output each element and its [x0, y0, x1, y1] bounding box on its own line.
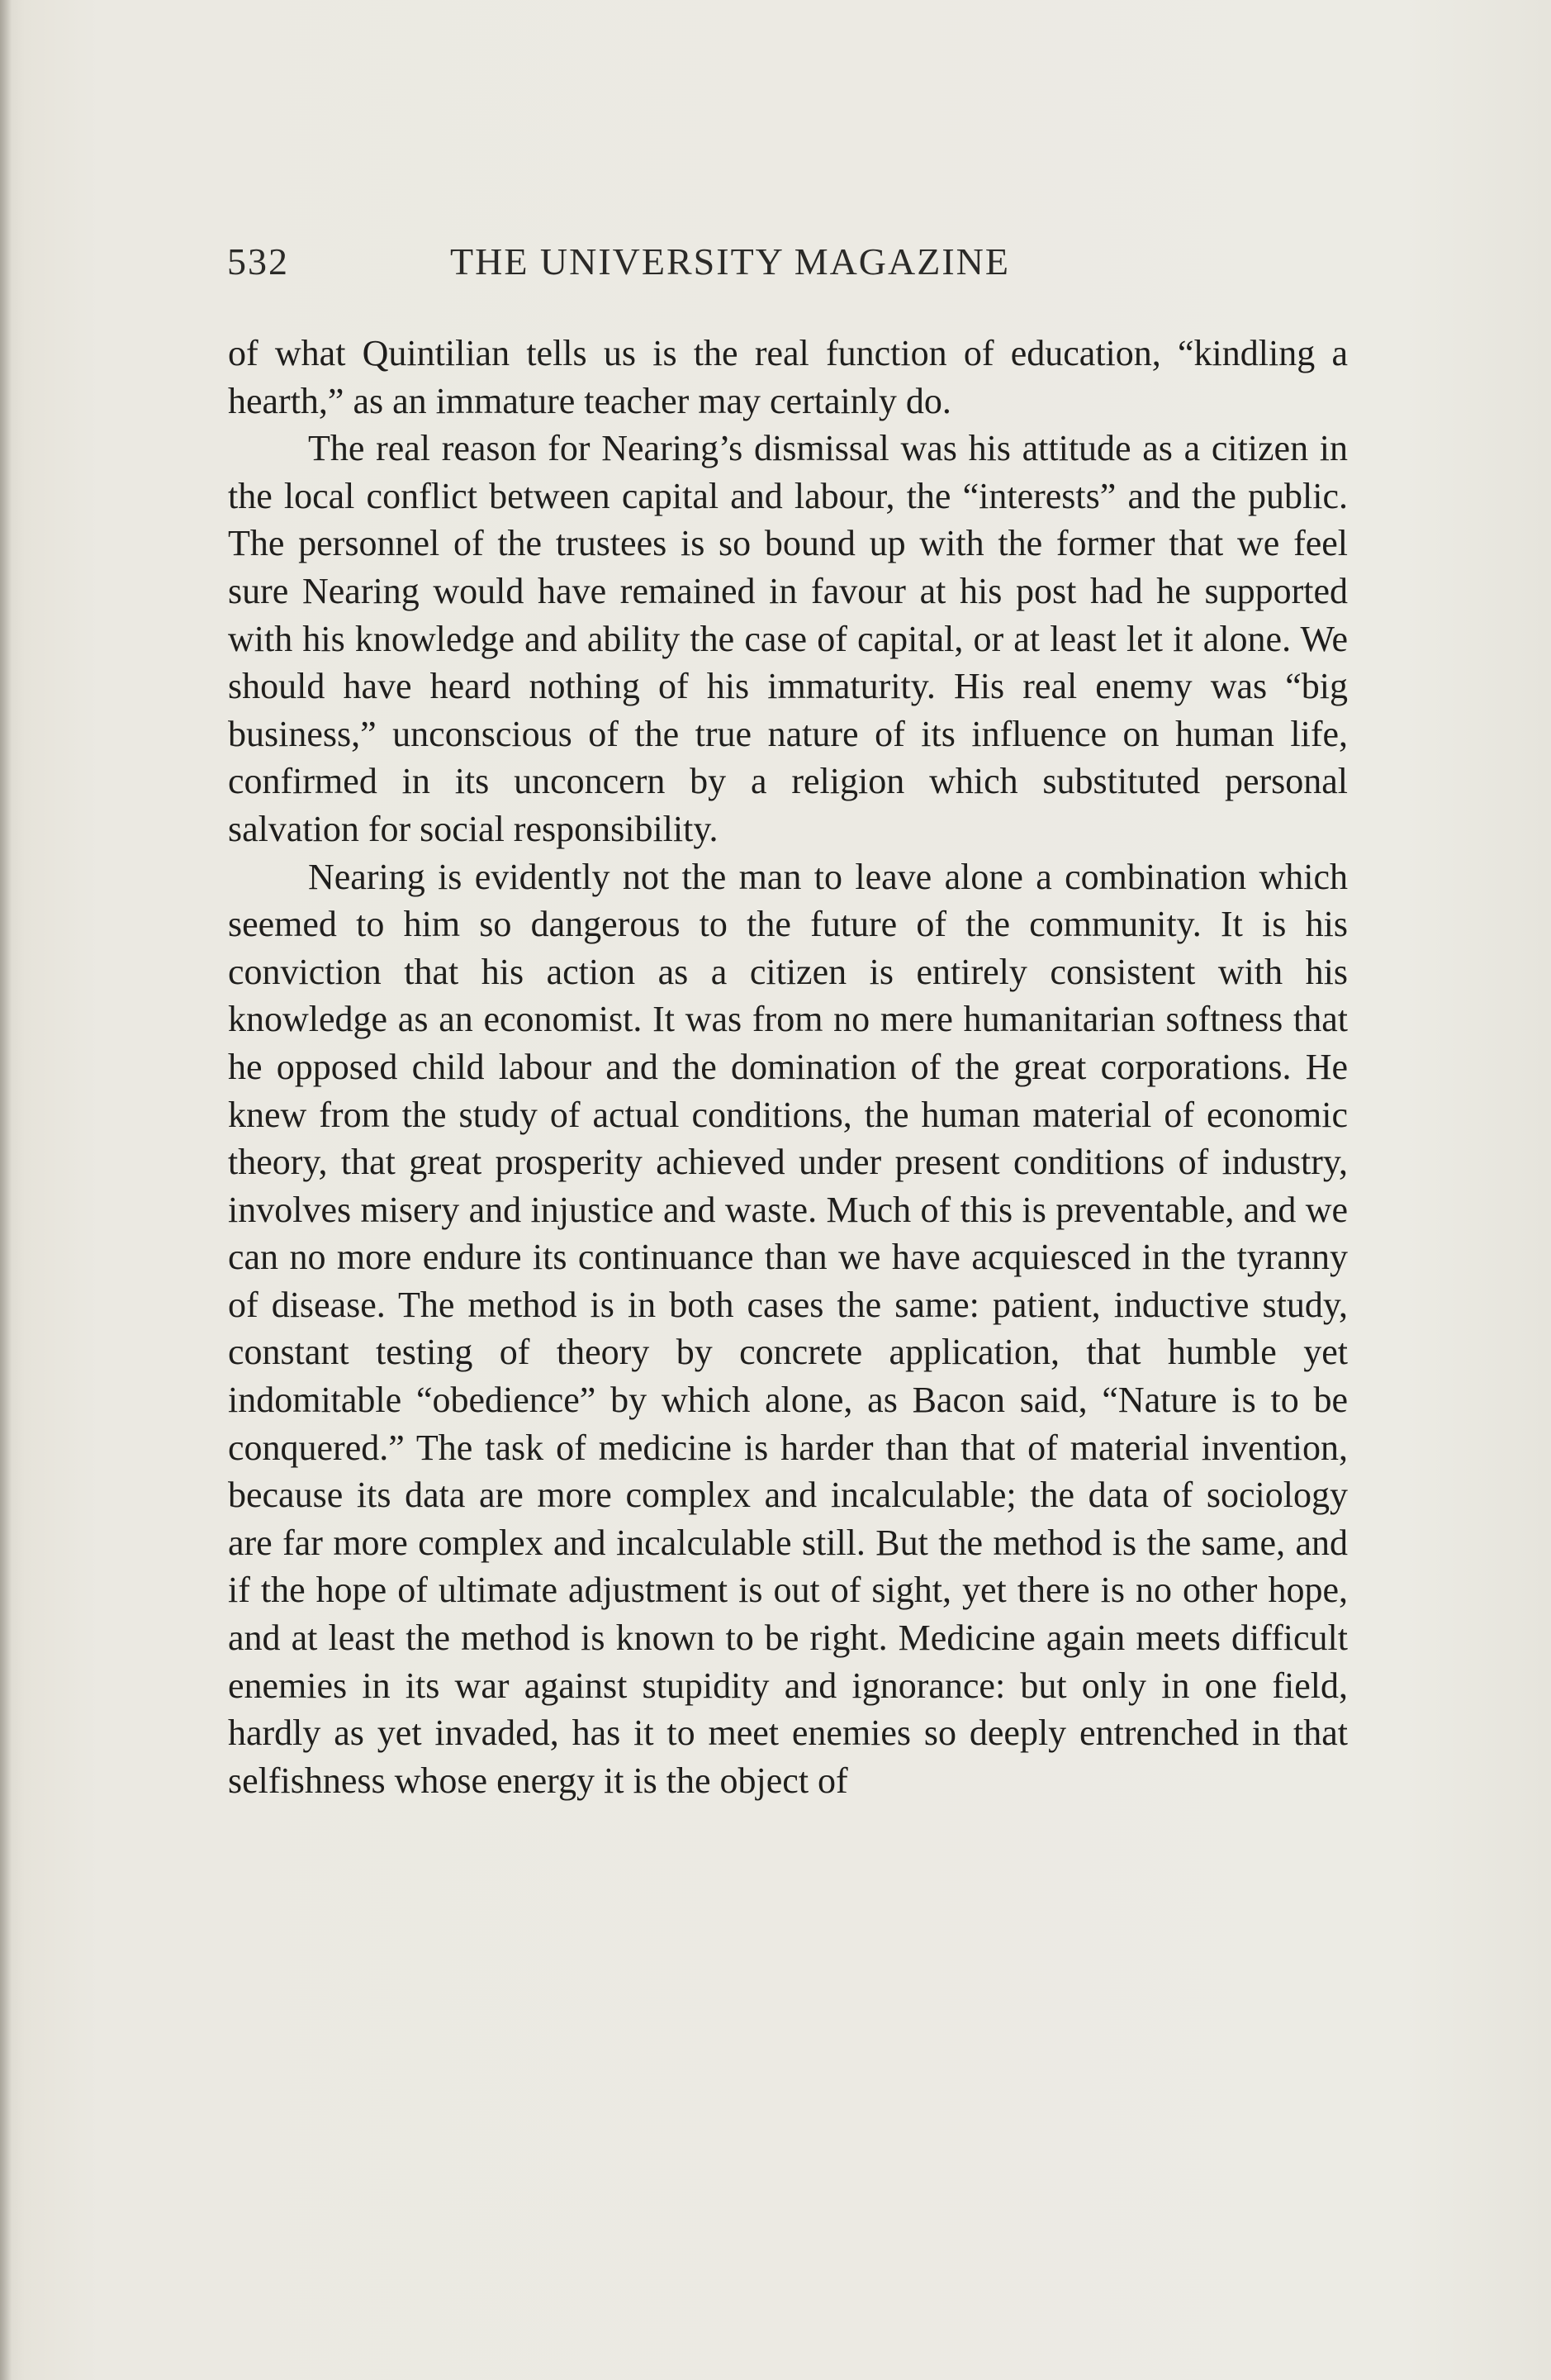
spine-shadow [0, 0, 12, 2380]
body-text [228, 330, 1348, 1804]
running-title: THE UNIVERSITY MAGAZINE [450, 240, 1010, 283]
page-number: 532 [227, 240, 289, 283]
paragraph-dismissal: The real reason for Nearing’s dismissal was his attitude as a citizen in the local conflict between capital and labour, the “interests” and the public. The personnel of the trustees is so bound up with the former that we feel sure Nearing would have remained in favour at his post had he supported with his knowledge and ability the case of capital, or at least let it alone. We should have heard nothing of his immaturity. His real enemy was “big business,” unconscious of the true nature of its influence on human life, confirmed in its unconcern by a religion which substituted personal salvation for social responsibility. [228, 428, 1348, 849]
paragraph-nearing-conviction: Nearing is evidently not the man to leave alone a combination which seemed to him so dangerous to the future of the community. It is his conviction that his action as a citizen is entirely consistent with his knowledge as an economist. It was from no mere humanitarian softness that he opposed child labour and the domination of the great corporations. He knew from the study of actual conditions, the human material of economic theory, that great prosperity achieved under present conditions of industry, involves misery and injustice and waste. Much of this is preventable, and we can no more endure its continuance than we have acquiesced in the tyranny of disease. The method is in both cases the same: patient, inductive study, constant testing of theory by concrete application, that humble yet indomitable “obedience” by which alone, as Bacon said, “Nature is to be conquered.” The task of medicine is harder than that of material invention, because its data are more complex and incalculable; the data of sociology are far more complex and incalculable still. But the method is the same, and if the hope of ultimate adjustment is out of sight, yet there is no other hope, and at least the method is known to be right. Medicine again meets difficult enemies in its war against stupidity and ignorance: but only in one field, hardly as yet invaded, has it to meet enemies so deeply entrenched in that selfishness whose energy it is the object of [228, 856, 1348, 1801]
paragraph-continued: of what Quintilian tells us is the real function of education, “kindling a hearth,” as an immature teacher may certainly do. [228, 333, 1348, 421]
